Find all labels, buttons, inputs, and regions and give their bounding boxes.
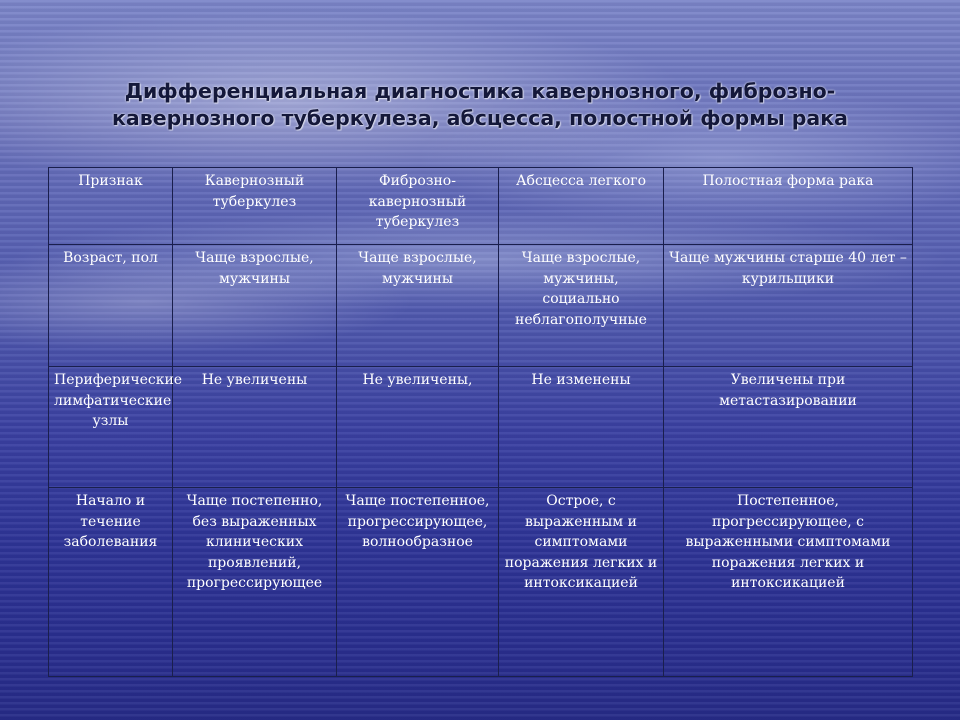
header-cell: Кавернозный туберкулез [173,168,337,245]
table-row [49,367,913,488]
table-row [49,488,913,677]
header-cell: Фиброзно-кавернозный туберкулез [337,168,499,245]
table-cell: Не увеличены [173,367,337,488]
table-cell: Начало и течение заболевания [49,488,173,677]
table-cell: Постепенное, прогрессирующее, с выраженными симптомами поражения легких и интоксикацией [664,488,913,677]
table-cell: Острое, с выраженным и симптомами поражения легких и интоксикацией [499,488,664,677]
table-cell: Чаще постепенно, без выраженных клинических проявлений, прогрессирующее [173,488,337,677]
table-header-row [49,168,913,245]
table-cell: Чаще взрослые, мужчины, социально неблагополучные [499,245,664,367]
table-cell: Чаще постепенное, прогрессирующее, волнообразное [337,488,499,677]
slide-title: Дифференциальная диагностика кавернозного, фиброзно-кавернозного туберкулеза, абсцесса, полостной формы рака [111,79,848,130]
table-cell: Возраст, пол [49,245,173,367]
table-cell: Периферические лимфатические узлы [49,367,173,488]
diagnosis-table [48,167,913,677]
table-cell: Увеличены при метастазировании [664,367,913,488]
header-cell: Полостная форма рака [664,168,913,245]
table-cell: Чаще взрослые, мужчины [173,245,337,367]
table-cell: Чаще взрослые, мужчины [337,245,499,367]
table-cell: Чаще мужчины старше 40 лет – курильщики [664,245,913,367]
header-cell: Признак [49,168,173,245]
table-cell: Не увеличены, [337,367,499,488]
header-cell: Абсцесса легкого [499,168,664,245]
table-row [49,245,913,367]
table-cell: Не изменены [499,367,664,488]
